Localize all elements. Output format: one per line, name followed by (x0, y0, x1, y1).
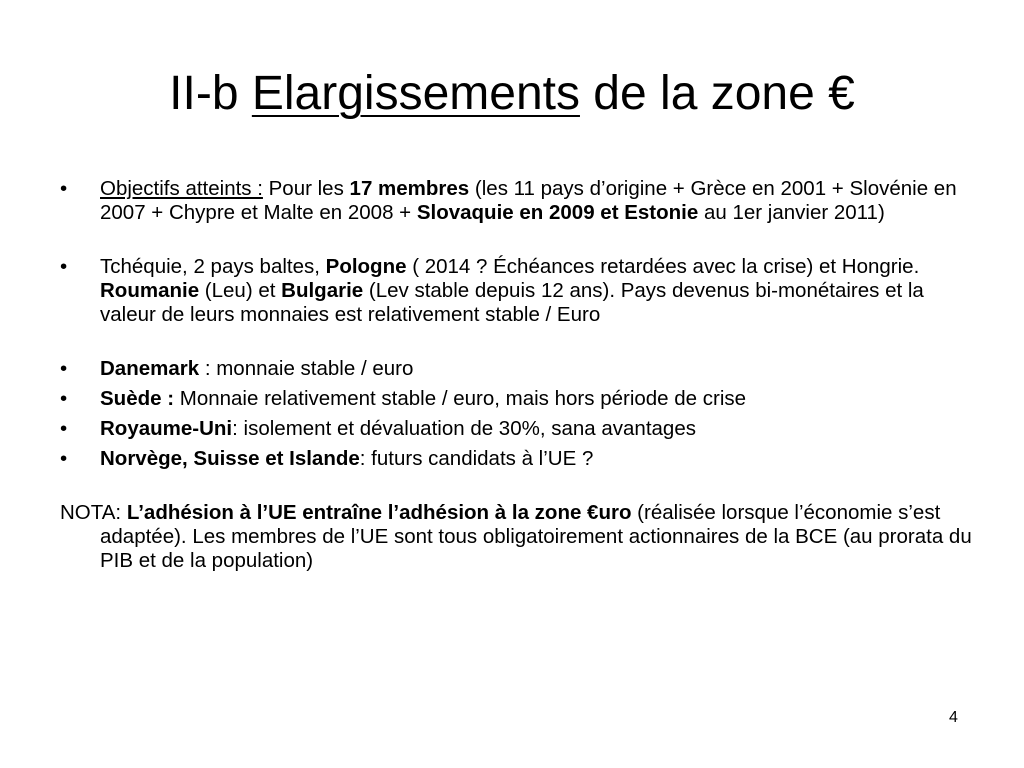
bullet-norvege (60, 447, 975, 471)
title-suffix: de la zone € (579, 67, 855, 120)
bullet-text: Norvège, Suisse et Islande (100, 447, 360, 470)
bullet-text: Slovaquie en 2009 et Estonie (416, 201, 699, 224)
bullet-marker: • (60, 417, 68, 440)
bullet-marker: • (60, 447, 68, 470)
bullet-text: Bulgarie (281, 279, 364, 302)
bullet-text: : futurs candidats à l’UE ? (359, 447, 594, 470)
bullet-objectifs (60, 177, 975, 225)
page-number: 4 (949, 709, 958, 726)
bullet-text: Pour les (262, 177, 350, 200)
bullet-text: Pologne (325, 255, 407, 278)
slide-body (60, 177, 975, 573)
bullet-marker: • (60, 357, 68, 380)
bullet-candidats (60, 255, 975, 327)
nota-paragraph (60, 501, 975, 573)
bullet-text: au 1er janvier 2011) (698, 201, 885, 224)
nota-label: NOTA: (60, 501, 127, 524)
nota-text: (réalisée lorsque l’économie s’est adaptée). Les membres de l’UE sont tous obligatoirement actionnaires de la BCE (au prorata du PIB et de la population) (100, 501, 972, 572)
bullet-text: Monnaie relativement stable / euro, mais hors période de crise (174, 387, 747, 410)
bullet-marker: • (60, 387, 68, 410)
bullet-text: Royaume-Uni (100, 417, 233, 440)
bullet-text: Tchéquie, 2 pays baltes, (100, 255, 326, 278)
bullet-danemark (60, 357, 975, 381)
bullet-text: Suède : (100, 387, 175, 410)
bullet-marker: • (60, 177, 68, 200)
slide-title (0, 62, 1024, 126)
bullet-royaume-uni (60, 417, 975, 441)
nota-text: L’adhésion à l’UE entraîne l’adhésion à la zone €uro (126, 501, 632, 524)
bullet-text: (les 11 pays d’origine + Grèce en 2001 + Slovénie en 2007 + Chypre et Malte en 2008 + (100, 177, 957, 224)
bullet-text: ( 2014 ? Échéances retardées avec la crise) et Hongrie. (406, 255, 920, 278)
bullet-text: (Lev stable depuis 12 ans). Pays devenus bi-monétaires et la valeur de leurs monnaies est relativement stable / Euro (100, 279, 924, 326)
bullet-suede (60, 387, 975, 411)
bullet-marker: • (60, 255, 68, 278)
bullet-text: Objectifs atteints : (100, 177, 263, 200)
bullet-text: Danemark (100, 357, 200, 380)
bullet-text: 17 membres (349, 177, 470, 200)
bullet-text: Roumanie (100, 279, 200, 302)
bullet-text: : monnaie stable / euro (199, 357, 414, 380)
title-underlined: Elargissements (251, 67, 580, 120)
title-prefix: II-b (169, 67, 252, 120)
bullet-text: : isolement et dévaluation de 30%, sana avantages (232, 417, 696, 440)
bullet-text: (Leu) et (199, 279, 282, 302)
